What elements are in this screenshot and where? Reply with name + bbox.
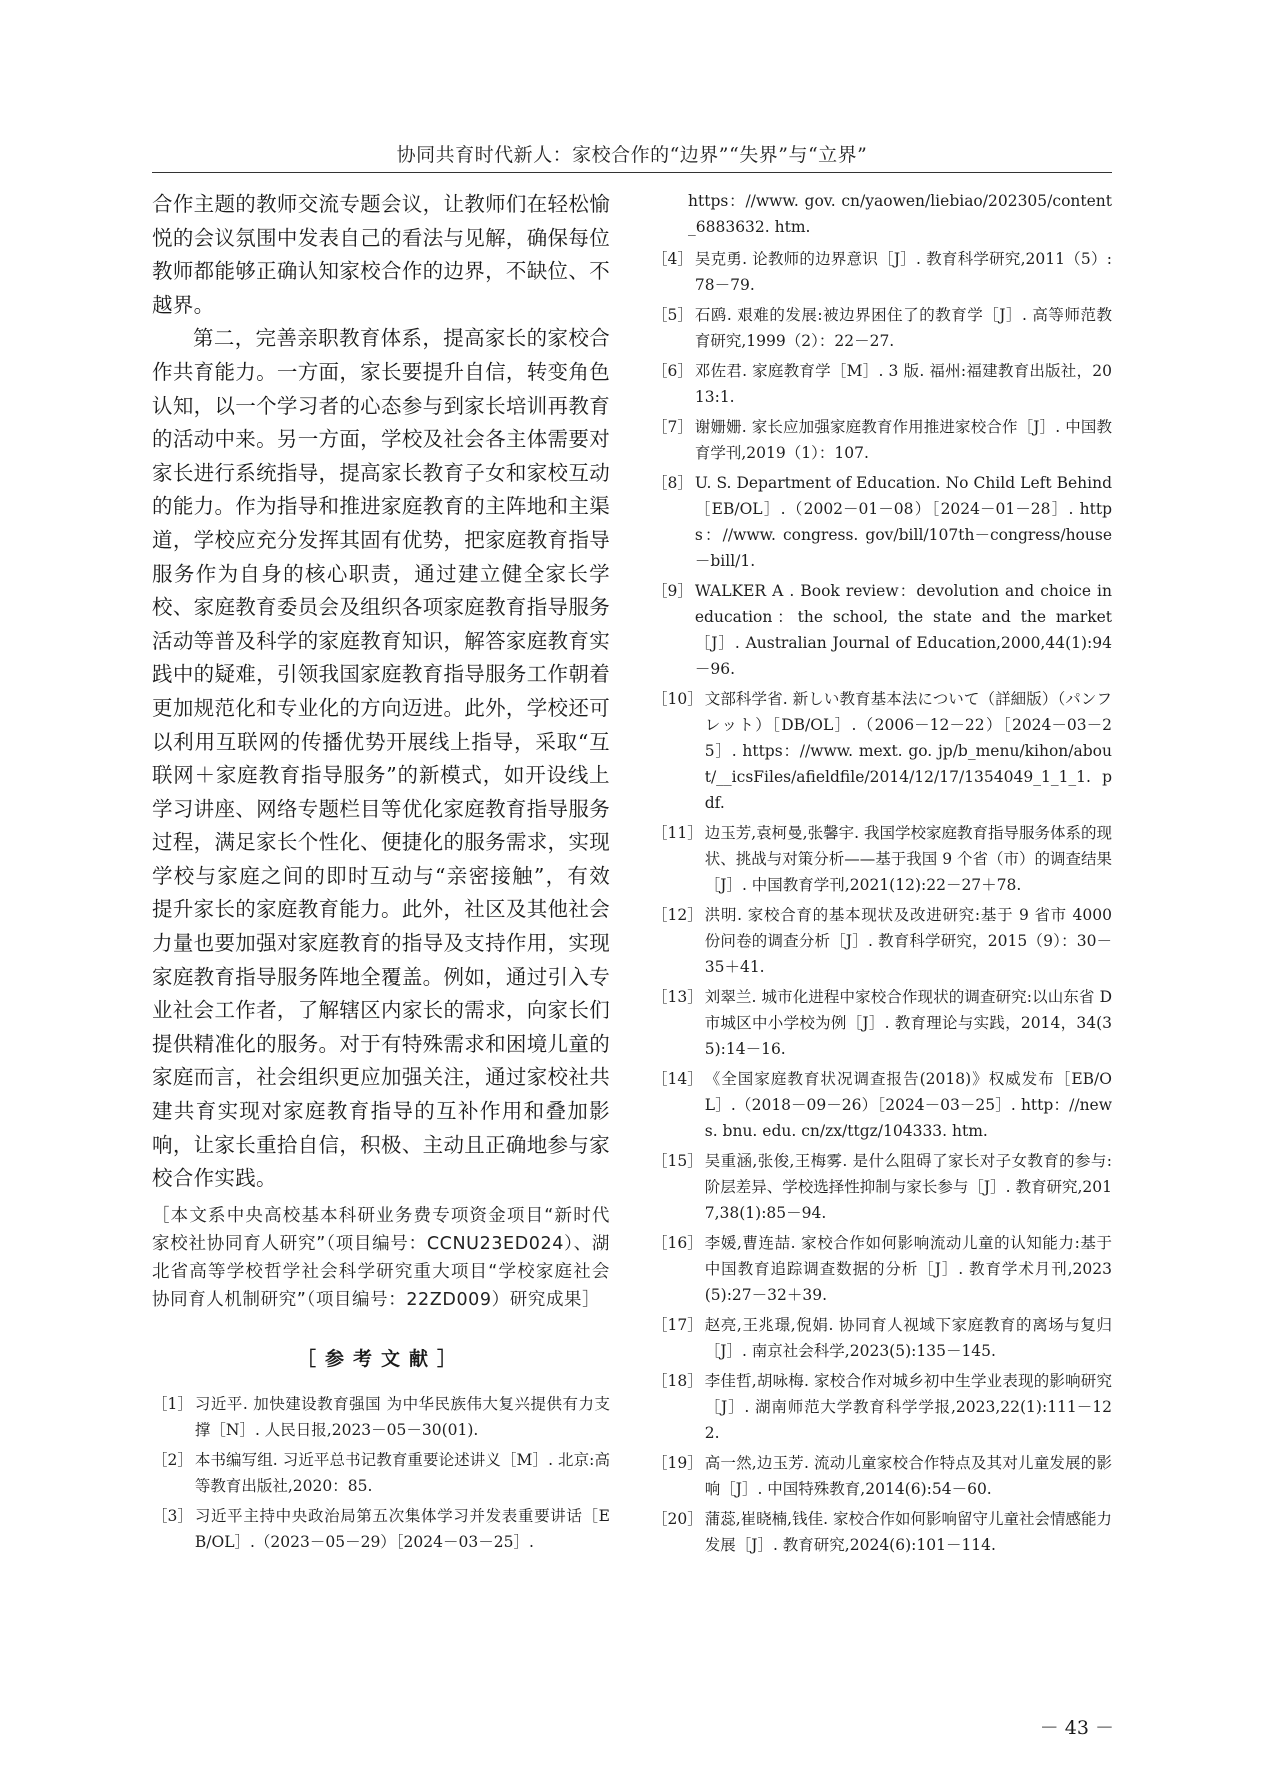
reference-text: 边玉芳,袁柯曼,张馨宇. 我国学校家庭教育指导服务体系的现状、挑战与对策分析——基于我国 9 个省（市）的调查结果［J］. 中国教育学刊,2021(12):22－27＋78. [704,824,1112,894]
reference-number: ［7］ [652,418,693,436]
references-heading: ［参考文献］ [296,1347,465,1370]
reference-item [152,1503,610,1555]
reference-item [652,984,1112,1062]
reference-number: ［1］ [152,1394,193,1413]
reference-number: ［17］ [652,1316,703,1334]
reference-number: ［6］ [652,362,693,380]
reference-item [152,1447,610,1499]
reference-number: ［14］ [652,1070,703,1088]
reference-item [652,1450,1112,1502]
reference-text: 吴重涵,张俊,王梅雾. 是什么阻碍了家长对子女教育的参与:阶层差异、学校选择性抑制与家长参与［J］. 教育研究,2017,38(1):85－94. [704,1152,1112,1222]
reference-text: 谢姗姗. 家长应加强家庭教育作用推进家校合作［J］. 中国教育学刊,2019（1）：107. [694,418,1112,462]
reference-item [652,470,1112,574]
reference-number: ［20］ [652,1510,703,1528]
reference-continuation [652,188,1112,240]
reference-text: 《全国家庭教育状况调查报告(2018)》权威发布［EB/OL］.（2018－09－26）［2024－03－25］. http：//news. bnu. edu. cn/zx/ttgz/104333. htm. [704,1070,1112,1140]
header-divider [152,172,1112,173]
reference-item [652,578,1112,682]
reference-item [652,1148,1112,1226]
reference-number: ［12］ [652,906,703,924]
reference-text: WALKER A . Book review：devolution and choice in education：the school, the state and the market［J］. Australian Journal of Education,2000,44(1):94－96. [694,582,1112,678]
reference-item [652,1312,1112,1364]
reference-text: 洪明. 家校合育的基本现状及改进研究:基于 9 省市 4000 份问卷的调查分析［J］. 教育科学研究，2015（9）：30－35＋41. [704,906,1112,976]
funding-note: ［本文系中央高校基本科研业务费专项资金项目“新时代家校社协同育人研究”（项目编号：CCNU23ED024）、湖北省高等学校哲学社会科学研究重大项目“学校家庭社会协同育人机制研究”（项目编号：22ZD009）研究成果］ [152,1205,610,1310]
reference-item [652,414,1112,466]
running-header: 协同共育时代新人：家校合作的“边界”“失界”与“立界” [396,144,868,166]
reference-text: 石鸥. 艰难的发展:被边界困住了的教育学［J］. 高等师范教育研究,1999（2）：22－27. [694,306,1112,350]
reference-item [652,820,1112,898]
reference-item [152,1391,610,1443]
reference-text: 高一然,边玉芳. 流动儿童家校合作特点及其对儿童发展的影响［J］. 中国特殊教育,2014(6):54－60. [704,1454,1112,1498]
reference-text: 邓佐君. 家庭教育学［M］. 3 版. 福州:福建教育出版社，2013:1. [694,362,1112,406]
reference-text: 本书编写组. 习近平总书记教育重要论述讲义［M］. 北京:高等教育出版社,2020：85. [194,1450,610,1495]
reference-item [652,902,1112,980]
reference-number: ［3］ [152,1506,193,1525]
reference-item [652,1368,1112,1446]
reference-item [652,302,1112,354]
references-list-left [152,1391,610,1555]
reference-number: ［19］ [652,1454,703,1472]
reference-number: ［4］ [652,250,693,268]
reference-text: 文部科学省. 新しい教育基本法について（詳細版）（パンフレット）［DB/OL］.（2006－12－22）［2024－03－25］. https：//www. mext. go. jp/b_menu/kihon/about/__icsFiles/afieldfile/2014/12/17/1354049_1_1_1. pdf. [704,690,1112,812]
reference-number: ［8］ [652,474,693,492]
references-list-right [652,246,1112,1558]
reference-number: ［18］ [652,1372,703,1390]
reference-number: ［2］ [152,1450,193,1469]
reference-item [652,686,1112,816]
reference-number: ［16］ [652,1234,703,1252]
reference-text: 李佳哲,胡咏梅. 家校合作对城乡初中生学业表现的影响研究［J］. 湖南师范大学教育科学学报,2023,22(1):111－122. [704,1372,1112,1442]
reference-text: 吴克勇. 论教师的边界意识［J］. 教育科学研究,2011（5）:78－79. [694,250,1112,294]
reference-text: 习近平. 加快建设教育强国 为中华民族伟大复兴提供有力支撑［N］. 人民日报,2023－05－30(01). [194,1394,610,1439]
reference-number: ［9］ [652,582,693,600]
reference-item [652,1230,1112,1308]
reference-text: 赵亮,王兆璟,倪娟. 协同育人视域下家庭教育的离场与复归［J］. 南京社会科学,2023(5):135－145. [704,1316,1112,1360]
reference-item [652,246,1112,298]
reference-text: 李媛,曹连喆. 家校合作如何影响流动儿童的认知能力:基于中国教育追踪调查数据的分析［J］. 教育学术月刊,2023(5):27－32＋39. [704,1234,1112,1304]
reference-text: 刘翠兰. 城市化进程中家校合作现状的调查研究:以山东省 D 市城区中小学校为例［J］. 教育理论与实践，2014，34(35):14－16. [704,988,1112,1058]
reference-number: ［10］ [652,690,703,708]
reference-number: ［11］ [652,824,703,842]
left-column [152,188,610,1559]
right-column [652,188,1112,1562]
reference-text: 习近平主持中央政治局第五次集体学习并发表重要讲话［EB/OL］.（2023－05－29）［2024－03－25］. [194,1506,610,1551]
reference-number: ［5］ [652,306,693,324]
page-number: － 43 － [1039,1717,1114,1739]
reference-url: https：//www. gov. cn/yaowen/liebiao/202305/content_6883632. htm. [688,192,1112,236]
body-paragraph: 合作主题的教师交流专题会议，让教师们在轻松愉悦的会议氛围中发表自己的看法与见解，确保每位教师都能够正确认知家校合作的边界，不缺位、不越界。 [152,192,610,317]
reference-text: 蒲蕊,崔晓楠,钱佳. 家校合作如何影响留守儿童社会情感能力发展［J］. 教育研究,2024(6):101－114. [704,1510,1112,1554]
body-paragraph: 第二，完善亲职教育体系，提高家长的家校合作共育能力。一方面，家长要提升自信，转变角色认知，以一个学习者的心态参与到家长培训再教育的活动中来。另一方面，学校及社会各主体需要对家长进行系统指导，提高家长教育子女和家校互动的能力。作为指导和推进家庭教育的主阵地和主渠道，学校应充分发挥其固有优势，把家庭教育指导服务作为自身的核心职责，通过建立健全家长学校、家庭教育委员会及组织各项家庭教育指导服务活动等普及科学的家庭教育知识，解答家庭教育实践中的疑难，引领我国家庭教育指导服务工作朝着更加规范化和专业化的方向迈进。此外，学校还可以利用互联网的传播优势开展线上指导，采取“互联网＋家庭教育指导服务”的新模式，如开设线上学习讲座、网络专题栏目等优化家庭教育指导服务过程，满足家长个性化、便捷化的服务需求，实现学校与家庭之间的即时互动与“亲密接触”，有效提升家长的家庭教育能力。此外，社区及其他社会力量也要加强对家庭教育的指导及支持作用，实现家庭教育指导服务阵地全覆盖。例如，通过引入专业社会工作者，了解辖区内家长的需求，向家长们提供精准化的服务。对于有特殊需求和困境儿童的家庭而言，社会组织更应加强关注，通过家校社共建共育实现对家庭教育指导的互补作用和叠加影响，让家长重拾自信，积极、主动且正确地参与家校合作实践。 [152,326,610,1191]
reference-text: U. S. Department of Education. No Child Left Behind［EB/OL］.（2002－01－08）［2024－01－28］. https：//www. congress. gov/bill/107th－congress/house－bill/1. [694,474,1112,570]
reference-number: ［13］ [652,988,703,1006]
reference-item [652,1066,1112,1144]
reference-item [652,358,1112,410]
reference-number: ［15］ [652,1152,703,1170]
reference-item [652,1506,1112,1558]
